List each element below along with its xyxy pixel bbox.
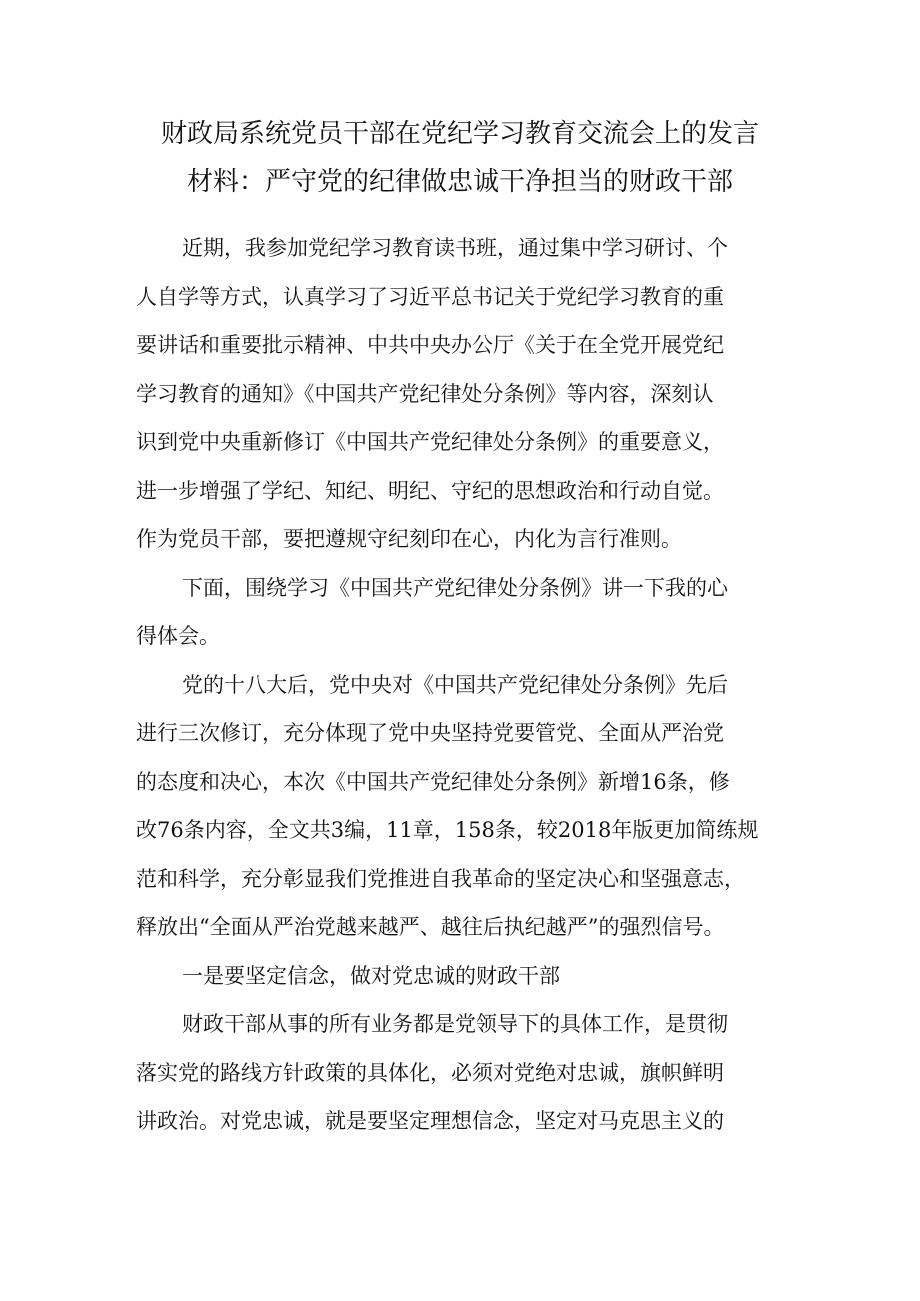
text-line: 进行三次修订，充分体现了党中央坚持党要管党、全面从严治党 — [136, 721, 724, 745]
text-line: 落实党的路线方针政策的具体化，必须对党绝对忠诚，旗帜鲜明 — [136, 1060, 724, 1085]
section-heading — [136, 952, 796, 1001]
paragraph-transition — [136, 564, 796, 661]
text-line: 讲政治。对党忠诚，就是要坚定理想信念，坚定对马克思主义的 — [136, 1109, 724, 1133]
title-line: 材料：严守党的纪律做忠诚干净担当的财政干部 — [186, 167, 733, 197]
text-line: 得体会。 — [136, 624, 220, 648]
paragraph-background — [136, 661, 796, 952]
paragraph-section-one — [136, 1000, 796, 1146]
text-line: 近期，我参加党纪学习教育读书班，通过集中学习研讨、个 — [182, 236, 728, 260]
text-line: 财政干部从事的所有业务都是党领导下的具体工作，是贯彻 — [182, 1012, 728, 1036]
document-title — [100, 110, 820, 206]
paragraph-intro — [136, 224, 796, 564]
text-line: 党的十八大后，党中央对《中国共产党纪律处分条例》先后 — [182, 672, 728, 697]
text-line: 进一步增强了学纪、知纪、明纪、守纪的思想政治和行动自觉。 — [136, 478, 724, 503]
text-line: 改76条内容，全文共3编，11章，158条，较2018年版更加简练规 — [136, 818, 759, 842]
text-line: 学习教育的通知》《中国共产党纪律处分条例》等内容，深刻认 — [136, 381, 714, 406]
text-line: 范和科学，充分彰显我们党推进自我革命的坚定决心和坚强意志， — [136, 866, 745, 891]
text-line: 下面，围绕学习《中国共产党纪律处分条例》讲一下我的心 — [182, 575, 728, 600]
title-line: 财政局系统党员干部在党纪学习教育交流会上的发言 — [160, 119, 759, 149]
document-body — [136, 224, 796, 1146]
text-line: 人自学等方式，认真学习了习近平总书记关于党纪学习教育的重 — [136, 284, 724, 309]
text-line: 要讲话和重要批示精神、中共中央办公厅《关于在全党开展党纪 — [136, 333, 724, 357]
text-line: 作为党员干部，要把遵规守纪刻印在心，内化为言行准则。 — [136, 527, 682, 551]
text-line: 释放出“全面从严治党越来越严、越往后执纪越严”的强烈信号。 — [136, 915, 725, 939]
text-line: 一是要坚定信念，做对党忠诚的财政干部 — [182, 963, 560, 988]
text-line: 的态度和决心，本次《中国共产党纪律处分条例》新增16条，修 — [136, 769, 730, 794]
text-line: 识到党中央重新修订《中国共产党纪律处分条例》的重要意义， — [136, 430, 724, 454]
